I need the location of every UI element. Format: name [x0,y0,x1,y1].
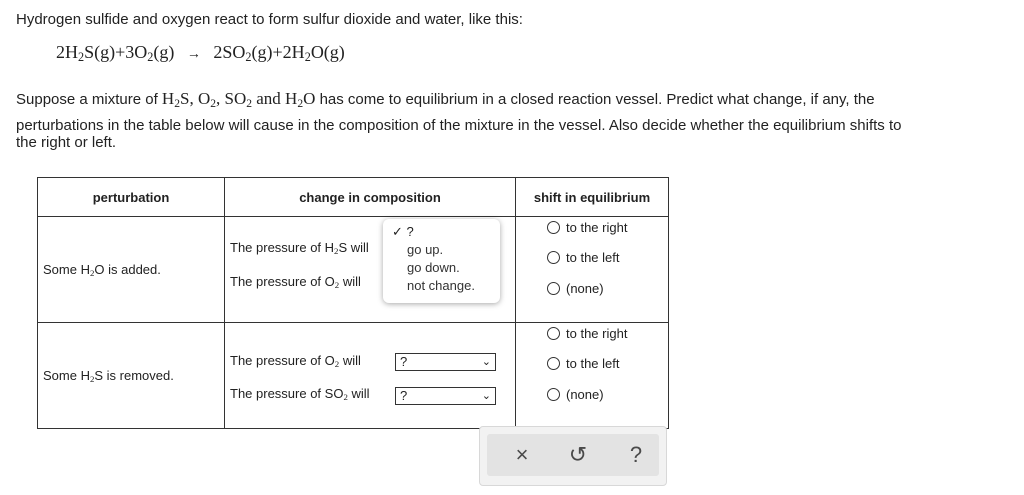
undo-icon[interactable]: ↺ [568,442,588,467]
action-bar [479,426,667,486]
table-header-row [38,178,669,217]
change-label: The pressure of $O_2$ will [230,274,361,291]
table-row [38,323,669,429]
question-line-2: perturbations in the table below will cause in the composition of the mixture in the vessel. Also decide whether the equilibrium shifts to [16,117,902,134]
radio-to-the-right[interactable]: to the right [547,326,627,341]
radio-circle-icon[interactable] [547,282,560,295]
dropdown-option-go-up[interactable]: go up. [407,242,444,257]
action-bar-inner [487,434,659,476]
header-perturbation: perturbation [38,178,225,217]
chevron-down-icon: ⌄ [481,390,491,402]
change-cell [225,217,516,323]
shift-cell [516,323,669,429]
radio-none[interactable]: (none) [547,281,604,296]
radio-circle-icon[interactable] [547,357,560,370]
radio-to-the-right[interactable]: to the right [547,220,627,235]
perturbation-table [37,177,669,429]
change-select[interactable]: ? ⌄ [395,353,496,371]
question-line-1: Suppose a mixture of $H_2S$, $O_2$, $SO_2$ and $H_2O$ has come to equilibrium in a closed reaction vessel. Predict what change, if any, the [16,89,875,110]
shift-cell [516,217,669,323]
radio-none[interactable]: (none) [547,387,604,402]
radio-to-the-left[interactable]: to the left [547,250,619,265]
radio-circle-icon[interactable] [547,388,560,401]
reaction-arrow-icon: → [186,47,201,62]
header-shift-in-equilibrium: shift in equilibrium [516,178,669,217]
perturbation-cell: Some $H_2O$ is added. [38,217,225,323]
perturbation-cell: Some $H_2S$ is removed. [38,323,225,429]
radio-circle-icon[interactable] [547,251,560,264]
checkmark-icon: ✓ ? [392,224,414,239]
change-dropdown-menu[interactable] [383,219,500,303]
reaction-equation: $2H_2S(g)+3O_2(g) \to 2SO_2(g)+2H_2O(g)$ [56,42,345,65]
radio-to-the-left[interactable]: to the left [547,356,619,371]
change-label: The pressure of $SO_2$ will [230,386,370,403]
question-line-3: the right or left. [16,134,117,151]
change-label: The pressure of $O_2$ will [230,353,361,370]
change-cell [225,323,516,429]
header-change-in-composition: change in composition [225,178,516,217]
intro-text: Hydrogen sulfide and oxygen react to form sulfur dioxide and water, like this: [16,11,523,28]
help-icon[interactable]: ? [629,442,643,467]
close-icon[interactable]: × [515,442,529,467]
change-select[interactable]: ? ⌄ [395,387,496,405]
chevron-down-icon: ⌄ [481,356,491,368]
radio-circle-icon[interactable] [547,221,560,234]
change-label: The pressure of $H_2S$ will [230,240,369,257]
table-row [38,217,669,323]
dropdown-option-go-down[interactable]: go down. [407,260,460,275]
dropdown-option-not-change[interactable]: not change. [407,278,475,293]
radio-circle-icon[interactable] [547,327,560,340]
